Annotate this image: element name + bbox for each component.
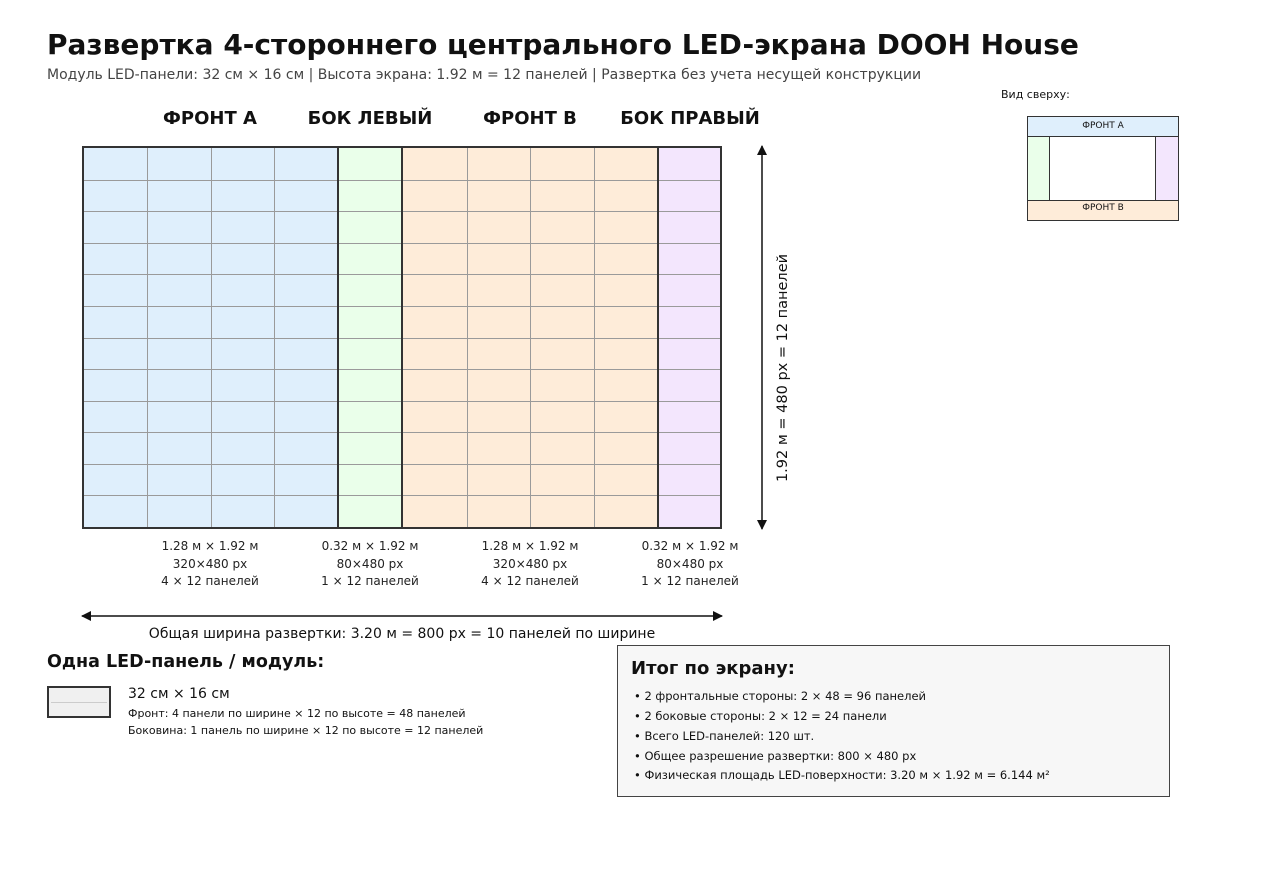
top-view-diagram — [1027, 116, 1179, 221]
dim-side-left-meters: 0.32 м × 1.92 м — [321, 539, 419, 553]
height-label-text: 1.92 м = 480 px = 12 панелей — [775, 253, 791, 483]
section-title-side-right: БОК ПРАВЫЙ — [620, 108, 760, 129]
top-view-side-left — [1027, 136, 1050, 201]
dim-front-b-meters: 1.28 м × 1.92 м — [481, 539, 579, 553]
module-title: Одна LED-панель / модуль: — [47, 652, 325, 672]
dim-side-right-pixels: 80×480 px — [656, 556, 724, 571]
top-view-front-a: ФРОНТ A — [1027, 116, 1179, 137]
module-front-line: Фронт: 4 панели по ширине × 12 по высоте = 48 панелей — [128, 707, 466, 720]
dim-side-left-panels: 1 × 12 панелей — [321, 574, 419, 588]
module-side-line: Боковина: 1 панель по ширине × 12 по высоте = 12 панелей — [128, 724, 484, 737]
dim-side-left-pixels: 80×480 px — [336, 556, 404, 571]
dim-side-right-meters: 0.32 м × 1.92 м — [641, 539, 739, 553]
dim-front-a-meters: 1.28 м × 1.92 м — [161, 539, 259, 553]
summary-item: • Всего LED-панелей: 120 шт. — [634, 729, 815, 743]
module-swatch — [47, 686, 111, 718]
summary-item: • Общее разрешение развертки: 800 × 480 px — [634, 749, 917, 763]
module-size: 32 см × 16 см — [128, 686, 230, 702]
top-view-front-b: ФРОНТ B — [1027, 200, 1179, 221]
summary-item: • Физическая площадь LED-поверхности: 3.20 м × 1.92 м = 6.144 м² — [634, 768, 1050, 782]
dim-front-a-panels: 4 × 12 панелей — [161, 574, 259, 588]
dim-front-a-pixels: 320×480 px — [172, 556, 248, 571]
top-view-label: Вид сверху: — [1001, 88, 1070, 101]
section-title-front-b: ФРОНТ B — [483, 108, 577, 129]
page-title: Развертка 4-стороннего центрального LED-экрана DOOH House — [47, 28, 1079, 61]
summary-item: • 2 фронтальные стороны: 2 × 48 = 96 панелей — [634, 689, 927, 703]
dim-front-b-panels: 4 × 12 панелей — [481, 574, 579, 588]
summary-title: Итог по экрану: — [631, 658, 795, 679]
summary-item: • 2 боковые стороны: 2 × 12 = 24 панели — [634, 709, 887, 723]
summary-box — [617, 645, 1170, 797]
dim-front-b-pixels: 320×480 px — [492, 556, 568, 571]
top-view-side-right — [1155, 136, 1179, 201]
width-label: Общая ширина развертки: 3.20 м = 800 px = 10 панелей по ширине — [148, 626, 656, 642]
page-subtitle: Модуль LED-панели: 32 см × 16 см | Высота экрана: 1.92 м = 12 панелей | Развертка без учета несущей конструкции — [47, 67, 922, 83]
section-title-front-a: ФРОНТ A — [163, 108, 257, 129]
dim-side-right-panels: 1 × 12 панелей — [641, 574, 739, 588]
section-title-side-left: БОК ЛЕВЫЙ — [307, 108, 433, 129]
